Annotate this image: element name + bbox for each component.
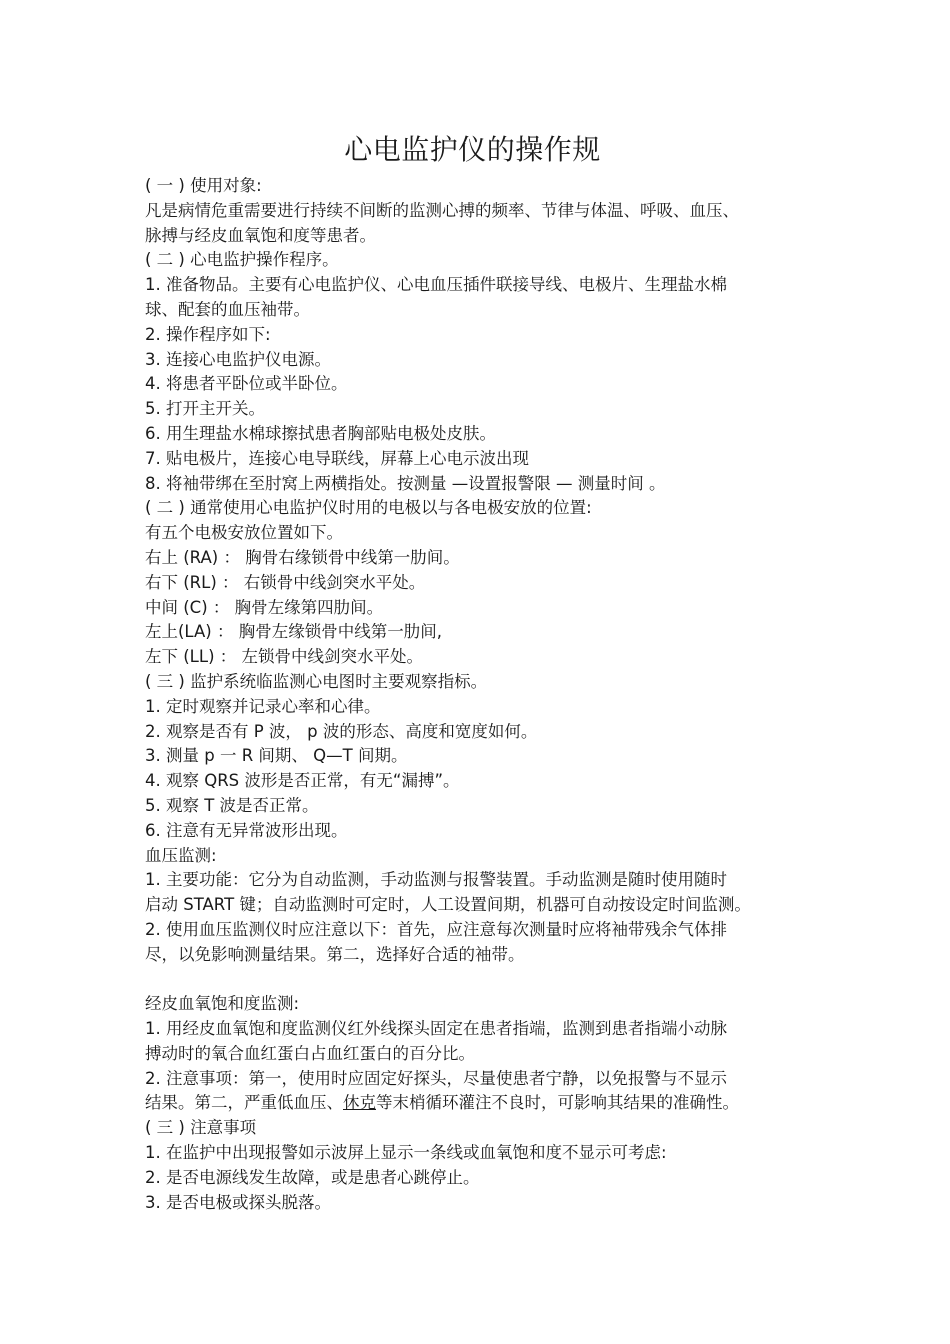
text-line: 8. 将袖带绑在至肘窝上两横指处。按测量 —设置报警限 — 测量时间 。 [145, 473, 666, 493]
text-line: 2. 观察是否有 P 波， p 波的形态、高度和宽度如何。 [145, 721, 538, 741]
text-line: 尽，以免影响测量结果。第二，选择好合适的袖带。 [145, 944, 525, 964]
text-line: 4. 观察 QRS 波形是否正常，有无“漏搏”。 [145, 771, 460, 791]
text-line: 6. 注意有无异常波形出现。 [145, 820, 348, 840]
text-line: 4. 将患者平卧位或半卧位。 [145, 374, 348, 394]
text-line: 左下 (LL) ： 左锁骨中线剑突水平处。 [145, 647, 423, 667]
text-line: 7. 贴电极片，连接心电导联线，屏幕上心电示波出现 [145, 448, 529, 468]
text-line: 2. 注意事项：第一，使用时应固定好探头，尽量使患者宁静，以免报警与不显示 [145, 1068, 727, 1088]
text-line: 凡是病情危重需要进行持续不间断的监测心搏的频率、节律与体温、呼吸、血压、 [145, 200, 739, 220]
text-line: 有五个电极安放位置如下。 [145, 523, 343, 543]
text-line: 脉搏与经皮血氧饱和度等患者。 [145, 225, 376, 245]
text-line: 5. 观察 T 波是否正常。 [145, 795, 319, 815]
text-line: ( 三 ) 注意事项 [145, 1118, 257, 1138]
document-body [145, 174, 845, 1215]
text-line: 球、配套的血压袖带。 [145, 299, 310, 319]
text-line: ( 三 ) 监护系统临监测心电图时主要观察指标。 [145, 671, 488, 691]
text-line: 1. 在监护中出现报警如示波屏上显示一条线或血氧饱和度不显示可考虑: [145, 1143, 667, 1163]
text-line: 1. 主要功能：它分为自动监测，手动监测与报警装置。手动监测是随时使用随时 [145, 870, 727, 890]
underlined-term: 休克 [343, 1093, 376, 1113]
text-line: 血压监测: [145, 845, 217, 865]
text-line: 左上(LA) ： 胸骨左缘锁骨中线第一肋间, [145, 622, 442, 642]
text-line: 1. 准备物品。主要有心电监护仪、心电血压插件联接导线、电极片、生理盐水棉 [145, 275, 727, 295]
text-line: 结果。第二，严重低血压、休克等末梢循环灌注不良时，可影响其结果的准确性。 [145, 1093, 739, 1113]
text-line: 搏动时的氧合血红蛋白占血红蛋白的百分比。 [145, 1043, 475, 1063]
text-line: 经皮血氧饱和度监测: [145, 994, 300, 1014]
text-line: 6. 用生理盐水棉球擦拭患者胸部贴电极处皮肤。 [145, 423, 496, 443]
text-line: 1. 用经皮血氧饱和度监测仪红外线探头固定在患者指端，监测到患者指端小动脉 [145, 1019, 727, 1039]
text-line: 5. 打开主开关。 [145, 399, 265, 419]
text-line: 3. 连接心电监护仪电源。 [145, 349, 331, 369]
document-title: 心电监护仪的操作规 [344, 133, 601, 166]
text-line: 3. 是否电极或探头脱落。 [145, 1192, 331, 1212]
text-line: 右上 (RA) ： 胸骨右缘锁骨中线第一肋间。 [145, 547, 460, 567]
text-line: 2. 是否电源线发生故障，或是患者心跳停止。 [145, 1167, 480, 1187]
text-line: 启动 START 键；自动监测时可定时，人工设置间期，机器可自动按设定时间监测。 [145, 895, 751, 915]
text-line: 右下 (RL) ： 右锁骨中线剑突水平处。 [145, 572, 426, 592]
text-line: 2. 使用血压监测仪时应注意以下：首先，应注意每次测量时应将袖带残余气体排 [145, 919, 727, 939]
text-line: 2. 操作程序如下: [145, 324, 271, 344]
text-line: ( 二 ) 心电监护操作程序。 [145, 250, 339, 270]
text-line: ( 二 ) 通常使用心电监护仪时用的电极以与各电极安放的位置: [145, 498, 592, 518]
blank-line [145, 968, 845, 993]
text-line: 3. 测量 p 一 R 间期、 Q—T 间期。 [145, 746, 408, 766]
text-line: ( 一 ) 使用对象: [145, 176, 262, 195]
text-line: 1. 定时观察并记录心率和心律。 [145, 696, 381, 716]
text-line: 中间 (C) ： 胸骨左缘第四肋间。 [145, 597, 384, 617]
